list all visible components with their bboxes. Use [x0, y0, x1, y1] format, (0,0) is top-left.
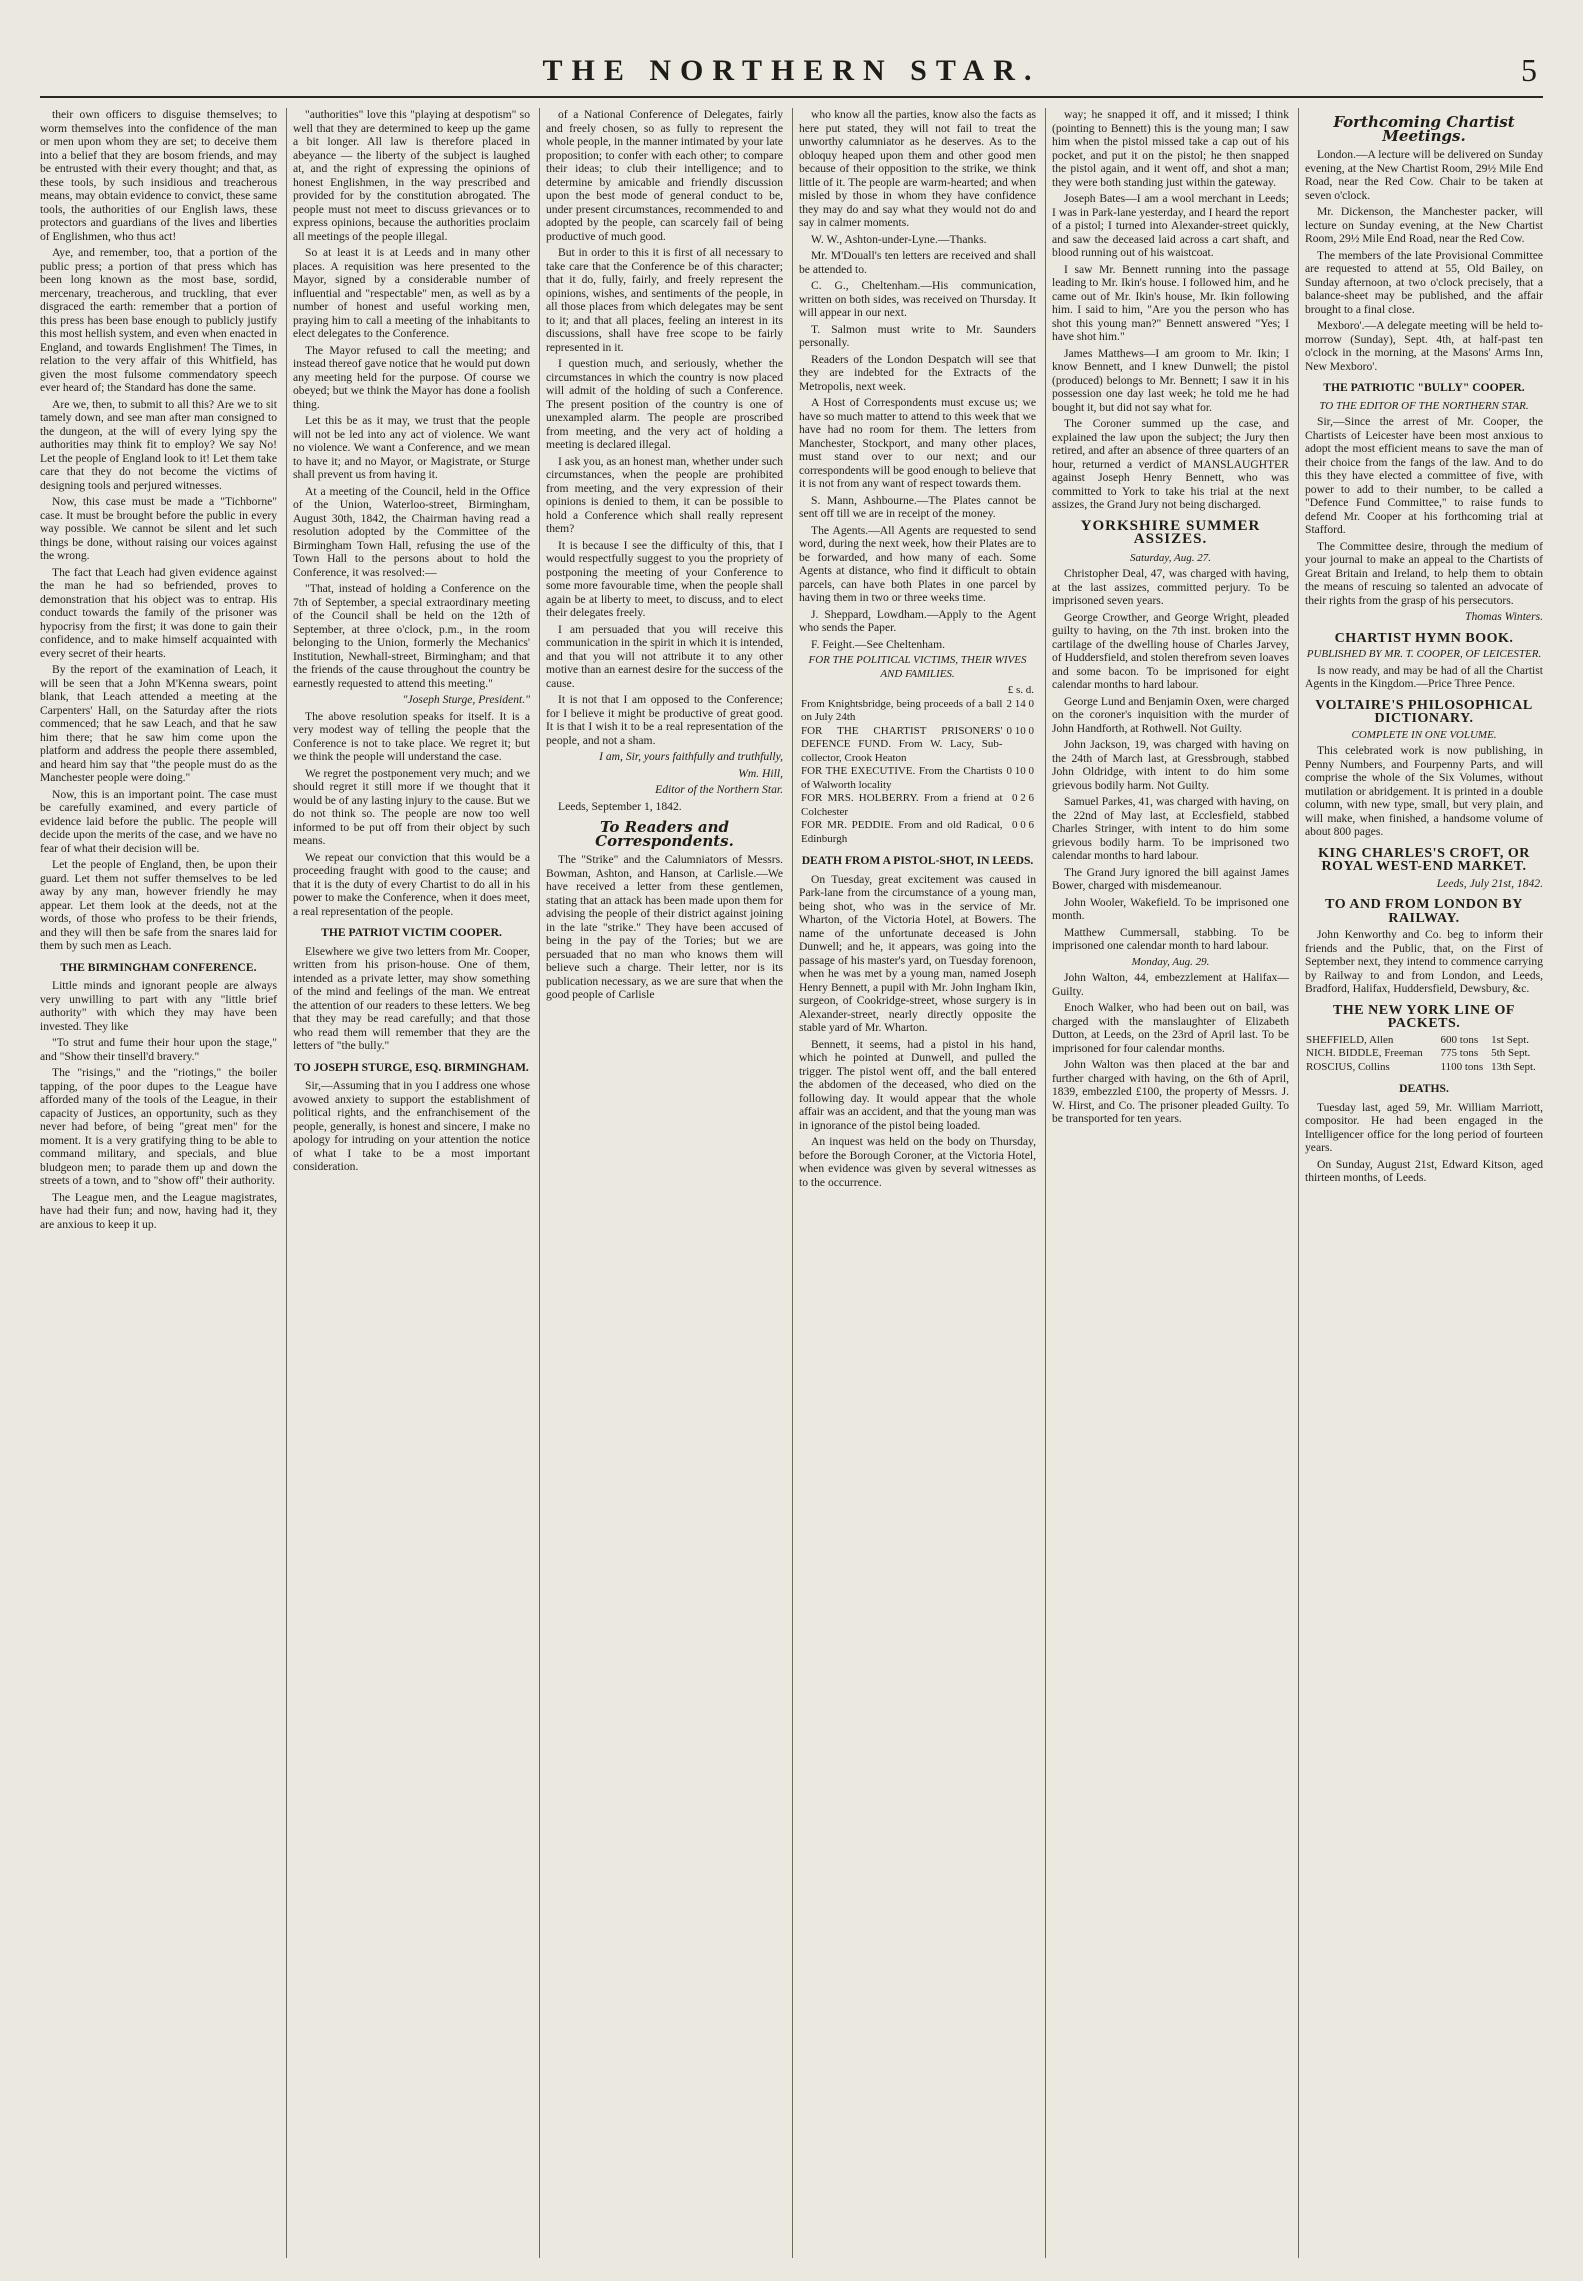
advert-subheading: COMPLETE IN ONE VOLUME. [1351, 728, 1497, 741]
paragraph: "authorities" love this "playing at despotism" so well that they are determined to keep up the game a bit longer. All law is therefore placed in abeyance — the liberty of the subject is laughed at, and the right of expressing the opinions of honest Englishmen, in the way prescribed and provided for by the constitution abrogated. The people must not meet to discuss grievances or to express opinions, because the authorities proclaim all meetings of the people illegal. [293, 108, 530, 243]
advert-text: Is now ready, and may be had of all the Chartist Agents in the Kingdom.—Price Three Pence. [1305, 663, 1543, 690]
meeting-notice: The members of the late Provisional Committee are requested to attend at 55, Old Bailey, on Sunday afternoon, at two o'clock precisely, that a balance-sheet may be published, and the affair brought to a final close. [1305, 248, 1543, 316]
paragraph: Now, this is an important point. The case must be carefully examined, and every particle of evidence laid before the public. The people will decide upon the merits of the case, and we have no fear of what their decision will be. [40, 787, 277, 855]
column-3 [546, 108, 783, 2258]
fund-label: FOR THE CHARTIST PRISONERS' DEFENCE FUND. From W. Lacy, Sub-collector, Crook Heaton [801, 724, 1003, 764]
paragraph: But in order to this it is first of all necessary to take care that the Conference be of this character; that it do, fully, fairly, and freely represent the opinions, wishes, and sentiments of the people, in all those places from which delegates may be sent to it; and that all places, feeling an interest in its discussions, shall have free scope to be fairly represented in it. [546, 246, 783, 354]
paragraph: The Agents.—All Agents are requested to send word, during the next week, how their Plates are to be forwarded, and how many of each. Some Agents at distance, who find it difficult to obtain parcels, can have both Plates in one parcel by having them in two or three weeks time. [799, 523, 1036, 604]
column-rule [286, 108, 287, 2258]
column-rule [1298, 108, 1299, 2258]
ship-name: NICH. BIDDLE, Freeman [1306, 1047, 1423, 1059]
article-subheading: TO THE EDITOR OF THE NORTHERN STAR. [1319, 399, 1529, 412]
paragraph: Aye, and remember, too, that a portion of the public press; a portion of that press which has been long known as the most base, sordid, mercenary, treacherous, and truckling, that ever disgraced the earth: remember that a portion of this press has been base enough to publicly justify this most hellish system, and even when enacted in England, and towards Englishmen! The Times, in relation to the very affair of this Whitfield, has given the most fulsome commendatory speech ever heard of; the Standard has done the same. [40, 246, 277, 394]
fund-row [799, 725, 1036, 766]
paragraph: At a meeting of the Council, held in the Office of the Union, Waterloo-street, Birmingham, August 30th, 1842, the Chairman having read a resolution adopted by the Committee of the Birmingham Town Hall, refusing the use of the Town Hall to the persons about to hold the Conference, it was resolved:— [293, 484, 530, 579]
paragraph: "To strut and fume their hour upon the stage," and "Show their tinsell'd bravery." [40, 1036, 277, 1063]
fund-label: FOR MRS. HOLBERRY. From a friend at Colchester [801, 792, 1003, 818]
paragraph: On Tuesday, great excitement was caused in Park-lane from the circumstance of a young man, being shot, who was in the service of Mr. Wharton, of the Victoria Hotel, at Bowers. The name of the unfortunate deceased is John Dunwell; and he, it appears, was going into the passage of his master's yard, on Tuesday forenoon, when he was met by a young man, named Joseph Henry Bennett, a pupil with Mr. John Ingham Ikin, surgeon, of Cookridge-street, whose surgery is in Alexander-street, nearly directly opposite the stable yard of Mr. Wharton. [799, 872, 1036, 1034]
paragraph: It is not that I am opposed to the Conference; for I believe it might be productive of great good. It is that I wish it to be a real representation of the people, and not a sham. [546, 693, 783, 747]
ship-sail: 5th Sept. [1491, 1047, 1531, 1059]
ship-name: SHEFFIELD, Allen [1306, 1033, 1394, 1046]
paragraph: An inquest was held on the body on Thursday, before the Borough Coroner, at the Victoria Hotel, when evidence was given by several witnesses as to the occurrence. [799, 1135, 1036, 1189]
column-1 [40, 108, 277, 2258]
paragraph: I question much, and seriously, whether the circumstances in which the country is now placed will admit of the holding of such a Conference. The present position of the country is one of unexampled alarm. The people are proscribed from meeting, and the very act of holding a meeting is declared illegal. [546, 357, 783, 451]
advert-dateline: Leeds, July 21st, 1842. [1436, 876, 1543, 890]
signature-place: Leeds, September 1, 1842. [558, 799, 682, 813]
signature: "Joseph Sturge, President." [402, 693, 530, 706]
ship-tons: 1100 tons [1440, 1060, 1484, 1073]
paragraph: The "Strike" and the Calumniators of Messrs. Bowman, Ashton, and Hanson, at Carlisle.—We have received a letter from these gentlemen, stating that an attack has been made upon them for advising the people of their district against joining in the late "strike." They have been accused of being in the pay of the Tories; but we are persuaded that no man who knows them will believe such a charge. Their letter, nor is its publication necessary, as we are sure that when the good people of Carlisle [546, 853, 783, 1001]
paragraph: Sir,—Since the arrest of Mr. Cooper, the Chartists of Leicester have been most anxious to adopt the most efficient means to save the man of their choice from the fangs of the law. And to do this they have elected a committee of five, with power to add to their number, to be called a "Defence Fund Committee," to raise funds to defend Mr. Cooper at his forthcoming trial at Stafford. [1305, 415, 1543, 536]
paragraph: I saw Mr. Bennett running into the passage leading to Mr. Ikin's house. I followed him, and he came out of Mr. Ikin's house, Mr. Ikin following him. I said to him, "Are you the person who has shot this young man?" Bennett answered "Yes; I have shot him." [1052, 262, 1289, 343]
fund-amount: 0 10 0 [1006, 724, 1034, 737]
ship-row [1305, 1061, 1543, 1075]
signature-title: Editor of the Northern Star. [655, 783, 783, 796]
paragraph: The "risings," and the "riotings," the boiler tapping, of the poor dupes to the League have afforded many of the tools of the League, in their capacity of Justices, an opportunity, such as they never had before, of being "great men" for the moment. It is a very gratifying thing to be able to command military, and specials, and blue bludgeon men; to parade them up and down the streets of a town, and to "show off" their authority. [40, 1066, 277, 1187]
fund-label: FOR THE EXECUTIVE. From the Chartists of Walworth locality [801, 765, 1003, 791]
article-heading: THE PATRIOTIC "BULLY" COOPER. [1323, 381, 1525, 394]
fund-amount: 2 14 0 [1006, 697, 1034, 710]
paragraph: A Host of Correspondents must excuse us; we have so much matter to attend to this week that we have had no room for them. The letters from Manchester, Stockport, and many other places, must stand over to our next; and our correspondents will be good enough to believe that it is not from any want of respect towards them. [799, 396, 1036, 490]
paragraph: I am, Sir, yours faithfully and truthfully, [599, 750, 783, 763]
paragraph: their own officers to disguise themselves; to worm themselves into the confidence of the man or men upon whom they are set; to deceive them into a belief that they are bosom friends, and may be entrusted with their every thought; and that, as these tools, by such insidious and treacherous means, may obtain evidence to convict, these same tools, the authorities of our English laws, these protectors and guardians of the lives and liberties of Englishmen, who thus act! [40, 108, 277, 243]
paragraph: George Crowther, and George Wright, pleaded guilty to having, on the 7th inst. broken into the cartilage of the dwelling house of Charles Jarvey, of Huddersfield, and stolen therefrom seven loaves and some bacon. To be imprisoned for eight calendar months to hard labour. [1052, 610, 1289, 691]
paragraph: J. Sheppard, Lowdham.—Apply to the Agent who sends the Paper. [799, 607, 1036, 634]
paragraph: So at least it is at Leeds and in many other places. A requisition was here presented to the Mayor, signed by a considerable number of influential and "respectable" men, as well as by a number of honest and useful working men, praying him to call a meeting of the inhabitants to elect delegates to the Conference. [293, 246, 530, 340]
advert-heading: CHARTIST HYMN BOOK. [1334, 630, 1514, 646]
ships-table [1305, 1034, 1543, 1075]
advert-heading: TO AND FROM LONDON BY RAILWAY. [1325, 897, 1523, 926]
masthead [40, 52, 1543, 98]
paragraph: Elsewhere we give two letters from Mr. Cooper, written from his prison-house. One of them, intended as a private letter, may show something of the mind and feelings of the man. We entreat the attention of our readers to these letters. We beg that they may be read carefully; and that those who read them will remember that they are the letters of "the bully." [293, 944, 530, 1052]
meeting-notice: Mr. Dickenson, the Manchester packer, will lecture on Sunday evening, at the New Chartist Room, 29½ Mile End Road, near the Red Cow. [1305, 205, 1543, 245]
paragraph: Let this be as it may, we trust that the people will not be led into any act of violence. We want no violence. We want a Conference, and we mean to have it; and no Mayor, or Magistrate, or Sturge shall prevent us from having it. [293, 414, 530, 481]
paragraph: Enoch Walker, who had been out on bail, was charged with the manslaughter of Elizabeth Dutton, at Leeds, on the 23rd of April last. To be imprisoned for four calendar months. [1052, 1001, 1289, 1055]
ship-sail: 1st Sept. [1491, 1033, 1530, 1046]
paragraph: C. G., Cheltenham.—His communication, written on both sides, was received on Thursday. It will appear in our next. [799, 279, 1036, 319]
death-notice: On Sunday, August 21st, Edward Kitson, aged thirteen months, of Leeds. [1305, 1157, 1543, 1184]
column-rule [1045, 108, 1046, 2258]
paragraph: We repeat our conviction that this would be a proceeding fraught with good to the cause; and that it is the duty of every Chartist to do all in his power to make the Conference, when it does meet, a real representation of the people. [293, 850, 530, 918]
article-heading: DEATHS. [1399, 1082, 1449, 1095]
meeting-notice: London.—A lecture will be delivered on Sunday evening, at the New Chartist Room, 29½ Mile End Road, near the Red Cow. Chair to be taken at seven o'clock. [1305, 148, 1543, 202]
fund-label: FOR MR. PEDDIE. From and old Radical, Edinburgh [801, 819, 1003, 845]
column-2 [293, 108, 530, 2258]
paragraph: John Wooler, Wakefield. To be imprisoned one month. [1052, 895, 1289, 922]
fund-row [799, 792, 1036, 819]
paragraph: Are we, then, to submit to all this? Are we to sit tamely down, and see man after man consigned to the dungeon, at the will of every lying spy the authorities may think fit to employ? We say No! Let the people of England look to it! Let them take care that they do not become the victims of designing tools and perjured witnesses. [40, 397, 277, 492]
paragraph: John Walton, 44, embezzlement at Halifax—Guilty. [1052, 971, 1289, 998]
paragraph: John Walton was then placed at the bar and further charged with having, on the 6th of April, 1839, embezzled £100, the property of Messrs. J. W. Hirst, and Co. The prisoner pleaded Guilty. To be transported for ten years. [1052, 1058, 1289, 1125]
paragraph: I am persuaded that you will receive this communication in the spirit in which it is intended, and that you will not attribute it to any other motive than an earnest desire for the success of the cause. [546, 622, 783, 690]
fund-row [799, 765, 1036, 792]
signature-name: Wm. Hill, [738, 766, 783, 780]
paragraph: Mr. M'Douall's ten letters are received and shall be attended to. [799, 249, 1036, 276]
paragraph: The Grand Jury ignored the bill against James Bower, charged with misdemeanour. [1052, 865, 1289, 892]
paragraph: S. Mann, Ashbourne.—The Plates cannot be sent off till we are in receipt of the money. [799, 493, 1036, 520]
date-line: Monday, Aug. 29. [1131, 955, 1210, 968]
article-heading: THE PATRIOT VICTIM COOPER. [321, 926, 502, 939]
signature: Thomas Winters. [1465, 610, 1543, 623]
fund-label: From Knightsbridge, being proceeds of a ball on July 24th [801, 697, 1003, 723]
column-4 [799, 108, 1036, 2258]
paragraph: I ask you, as an honest man, whether under such circumstances, when the people are prohibited from meeting, and the very expression of their opinions is denied to them, it can be possible to hold a Conference which shall really represent them? [546, 454, 783, 535]
paragraph: W. W., Ashton-under-Lyne.—Thanks. [811, 232, 987, 246]
paragraph: way; he snapped it off, and it missed; I think (pointing to Bennett) this is the young man; I saw him when the pistol missed take a cap out of his pocket, and put it on the pistol; he then snapped the pistol again, and it went off, and shot a man; they were both standing just within the gateway. [1052, 108, 1289, 189]
paragraph: Christopher Deal, 47, was charged with having, at the last assizes, committed perjury. To be imprisoned seven years. [1052, 567, 1289, 607]
paragraph: who know all the parties, know also the facts as here put stated, they will not fail to treat the unworthy calumniator as he deserves. As to the obloquy heaped upon them and other good men because of their opposition to the strike, we think little of it. The people are warm-hearted; and when misled by those in whom they have confidence they may do and say what they would not do and say in calmer moments. [799, 108, 1036, 229]
paragraph: The fact that Leach had given evidence against the man he had so befriended, proves to demonstration that his object was to entrap. His conduct towards the family of the prisoner was hypocrisy from the first; it was done to gain their confidence, and to make himself acquainted with every secret of their hearts. [40, 565, 277, 660]
ship-sail: 13th Sept. [1491, 1060, 1536, 1073]
advert-heading: KING CHARLES'S CROFT, OR ROYAL WEST-END MARKET. [1318, 845, 1530, 874]
paragraph: The above resolution speaks for itself. It is a very modest way of telling the people that the Conference is not to take place. We regret it; but we think the people will understand the case. [293, 709, 530, 763]
article-heading: YORKSHIRE SUMMER ASSIZES. [1080, 517, 1261, 547]
ship-tons: 600 tons [1440, 1033, 1479, 1046]
paragraph: We regret the postponement very much; and we should regret it still more if we thought that it would be of any lasting injury to the cause. But we do not think so. The people are now too well informed to be put off from their object by such means. [293, 766, 530, 847]
ship-tons: 775 tons [1440, 1047, 1479, 1059]
ship-name: ROSCIUS, Collins [1306, 1060, 1390, 1073]
ship-row [1305, 1034, 1543, 1048]
paragraph: of a National Conference of Delegates, fairly and freely chosen, so as fully to represent the whole people, in the manner intimated by your late proposition; to confer with each other; to compare their ideas; to club their intelligence; and to determine by amicable and friendly discussion upon the best mode of general conduct to be, under present circumstances, recommended to and adopted by the people, can scarcely fail of being productive of much good. [546, 108, 783, 243]
fund-table [799, 684, 1036, 846]
fund-title: FOR THE POLITICAL VICTIMS, THEIR WIVES AND FAMILIES. [808, 654, 1027, 680]
columns [40, 108, 1543, 2258]
paragraph: Bennett, it seems, had a pistol in his hand, which he pointed at Dunwell, and pulled the trigger. The pistol went off, and the ball entered the abdomen of the deceased, who died on the following day. It would appear that the whole affair was an accident, and that the young man was in ignorance of the pistol being loaded. [799, 1037, 1036, 1132]
page-number: 5 [1521, 52, 1537, 88]
article-heading: To Readers and Correspondents. [595, 818, 734, 850]
paragraph: Matthew Cummersall, stabbing. To be imprisoned one calendar month to hard labour. [1052, 925, 1289, 952]
paragraph: Sir,—Assuming that in you I address one whose avowed anxiety to support the establishment of political rights, and the enfranchisement of the people, generally, is honest and sincere, I make no apology for intruding on your attention the notice of what I take to be a most important consideration. [293, 1079, 530, 1173]
newspaper-title: THE NORTHERN STAR. [542, 54, 1041, 87]
meeting-notice: Mexboro'.—A delegate meeting will be held to-morrow (Sunday), Sept. 4th, at half-past ten o'clock in the morning, at the Masons' Arms Inn, New Mexboro'. [1305, 319, 1543, 373]
article-heading: DEATH FROM A PISTOL-SHOT, IN LEEDS. [801, 854, 1034, 867]
advert-text: This celebrated work is now publishing, in Penny Numbers, and Fourpenny Parts, and will comprise the whole of the Six Volumes, without mutilation or abridgement. It is printed in a double column, with new type, small, but very plain, and will make, when finished, a handsome volume of about 800 pages. [1305, 744, 1543, 838]
paragraph: John Jackson, 19, was charged with having on the 24th of March last, at Gressbrough, stabbed John Oldridge, with intent to do him some grievous bodily harm. Not Guilty. [1052, 738, 1289, 792]
paragraph: By the report of the examination of Leach, it will be seen that a John M'Kenna swears, point blank, that Leach attended a meeting at the Carpenters' Hall, on the Saturday after the riots commenced; that he saw Leach, and that he saw him there; that he saw him come upon the platform and address the people there assembled, and heard him say that "the people must do as the Manchester people were doing." [40, 663, 277, 784]
paragraph: George Lund and Benjamin Oxen, were charged on the coroner's inquisition with the murder of John Handforth, at Rothwell. Not Guilty. [1052, 694, 1289, 735]
fund-amount: 0 10 0 [1006, 765, 1034, 777]
section-heading: Forthcoming Chartist Meetings. [1333, 113, 1515, 145]
paragraph: Little minds and ignorant people are always very unwilling to part with any "little brief authority" with which they may have been invested. They like [40, 979, 277, 1033]
paragraph: It is because I see the difficulty of this, that I would respectfully suggest to you the propriety of postponing the meeting of your Conference to some more favourable time, when the people shall again be at liberty to meet, to discuss, and to elect their delegates freely. [546, 538, 783, 619]
paragraph: The Committee desire, through the medium of your journal to make an appeal to the Chartists of Great Britain and Ireland, to help them to obtain the means of rescuing so talented an advocate of their rights from the grasp of his persecutors. [1305, 539, 1543, 607]
paragraph: "That, instead of holding a Conference on the 7th of September, a special extraordinary meeting of the Council shall be held on the 12th of September, at three o'clock, p.m., in the room belonging to the Union, formerly the Mechanics' Institution, Newhall-street, Birmingham; and that the friends of the cause throughout the country be earnestly requested to attend this meeting." [293, 582, 530, 690]
article-heading: THE BIRMINGHAM CONFERENCE. [60, 960, 257, 974]
paragraph: Joseph Bates—I am a wool merchant in Leeds; I was in Park-lane yesterday, and I heard the report of a pistol; I turned into Alexander-street quickly, and saw the deceased laid across a cart shaft, and blood running out of his waistcoat. [1052, 192, 1289, 259]
fund-amount: 0 0 6 [1012, 819, 1034, 831]
paragraph: The Mayor refused to call the meeting; and instead thereof gave notice that he would put down any meeting held for the purpose. Of course we obeyed; but we think the Mayor has done a foolish thing. [293, 343, 530, 411]
column-rule [792, 108, 793, 2258]
fund-amount: 0 2 6 [1012, 792, 1034, 804]
column-6 [1305, 108, 1543, 2258]
column-5 [1052, 108, 1289, 2258]
paragraph: James Matthews—I am groom to Mr. Ikin; I know Bennett, and I knew Dunwell; the pistol (produced) belongs to Mr. Bennett; I saw it in his possession one day last week; he told me he had bought it, but did not say what for. [1052, 346, 1289, 414]
paragraph: T. Salmon must write to Mr. Saunders personally. [799, 322, 1036, 349]
article-heading: TO JOSEPH STURGE, ESQ. BIRMINGHAM. [294, 1060, 529, 1074]
fund-row [799, 698, 1036, 725]
paragraph: The Coroner summed up the case, and explained the law upon the subject; the Jury then retired, and after an absence of three quarters of an hour, returned a verdict of MANSLAUGHTER against Joseph Henry Bennett, who was committed to York to take his trial at the next assizes, the Grand Jury not being discharged. [1052, 417, 1289, 511]
advert-heading: THE NEW YORK LINE OF PACKETS. [1333, 1002, 1515, 1031]
paragraph: Let the people of England, then, be upon their guard. Let them not suffer themselves to be led away by any man, however friendly he may appear. Let them look at the deeds, not at the words, of those who profess to be their friends, and they will then be safe from the snares laid for them by such men as Leach. [40, 858, 277, 952]
paragraph: Samuel Parkes, 41, was charged with having, on the 22nd of May last, at Ecclesfield, stabbed Charles Stringer, with intent to do him some grievous bodily harm. To be imprisoned two calendar months to hard labour. [1052, 795, 1289, 862]
advert-subheading: PUBLISHED BY MR. T. COOPER, OF LEICESTER. [1306, 648, 1542, 660]
date-line: Saturday, Aug. 27. [1130, 551, 1211, 564]
column-rule [539, 108, 540, 2258]
advert-text: John Kenworthy and Co. beg to inform their friends and the Public, that, on the First of September next, they intend to commence carrying by Railway to and from London, and Leeds, Bradford, Halifax, Huddersfield, Dewsbury, &c. [1305, 928, 1543, 995]
ship-row [1305, 1047, 1543, 1061]
paragraph: F. Feight.—See Cheltenham. [811, 637, 945, 651]
paragraph: Readers of the London Despatch will see that they are indebted for the Extracts of the Metropolis, next week. [799, 352, 1036, 393]
paragraph: Now, this case must be made a "Tichborne" case. It must be brought before the public in every way possible. We cannot be silent and let such things be done, without raising our voices against the wrong. [40, 495, 277, 562]
death-notice: Tuesday last, aged 59, Mr. William Marriott, compositor. He had been engaged in the Intelligencer office for the long period of fourteen years. [1305, 1100, 1543, 1154]
advert-heading: VOLTAIRE'S PHILOSOPHICAL DICTIONARY. [1315, 697, 1533, 726]
fund-row [799, 819, 1036, 846]
paragraph: The League men, and the League magistrates, have had their fun; and now, having had it, they are anxious to keep it up. [40, 1190, 277, 1231]
fund-header: £ s. d. [1007, 684, 1034, 696]
